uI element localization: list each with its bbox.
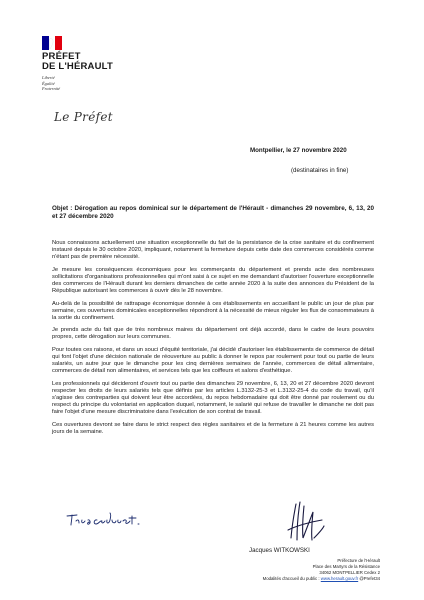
address-line: Place des Martyrs de la Résistance [312,564,380,569]
body-paragraph: Pour toutes ces raisons, et dans un souci d'équité territoriale, j'ai décidé d'autoriser les établissements de commerce de détail qui font l'objet d'une décision nationale de réouverture au public à donner le repos par roulement pour tout ou partie de leurs salariés, un autre jour que le dimanche pour les cinq dernières semaines de l'année, commerces de détail alimentaire, commerces de détail non alimentaires, et services tels que les coiffeurs et salons d'esthétique. [52,346,374,375]
letter-date: Montpellier, le 27 novembre 2020 [250,147,347,154]
body-paragraph: Au-delà de la possibilité de rattrapage économique donnée à ces établissements en accueillant le public un jour de plus par semaine, ces ouvertures dominicales exceptionnelles répondront à la nécessité de mieux réguler les flux de consommateurs à la sortie du confinement. [52,300,374,321]
body-paragraph: Je prends acte du fait que de très nombreux maires du département ont déjà accordé, dans le cadre de leurs pouvoirs propres, cette dérogation sur leurs communes. [52,327,374,341]
motto-egalite: Égalité [42,80,55,86]
twitter-handle: @Prefet34 [358,576,380,581]
motto-fraternite: Fraternité [42,86,61,92]
body-paragraph: Ces ouvertures devront se faire dans le strict respect des règles sanitaires et de la fermeture à 21 heures comme les autres jours de la semaine. [52,421,374,435]
recipients-note: (destinataires in fine) [291,167,349,174]
prefet-title-line1: PRÉFET [42,51,81,62]
motto-liberte: Liberté [42,75,55,80]
letter-body [52,240,374,441]
body-paragraph: Les professionnels qui décideront d'ouvrir tout ou partie des dimanches 29 novembre, 6, 13, 20 et 27 décembre 2020 devront respecter les droits de leurs salariés tels que définis par les articles L.3132-25-3 et L.3132-25-4 du code du travail, qu'il s'agisse des contreparties qui doivent leur être accordées, du repos hebdomadaire qui doit être donné par roulement ou du respect du principe du volontariat en application duquel, notamment, le salarié qui refuse de travailler le dimanche ne doit pas faire l'objet d'une mesure discriminatoire dans l'exécution de son contrat de travail. [52,380,374,415]
marianne-flag-icon [42,36,62,50]
address-line [180,576,380,582]
prefecture-logo [42,36,152,92]
website-link[interactable]: www.herault.gouv.fr [320,576,359,581]
address-line: 34062 MONTPELLIER Cedex 2 [319,570,380,575]
address-contact-label: Modalités d'accueil du public : [262,576,321,581]
republic-motto [42,75,152,92]
address-line: Préfecture de l'Hérault [337,558,380,563]
handwritten-closing [64,510,144,532]
signature [276,500,332,544]
footer-address [180,558,380,582]
prefet-title-line2: DE L'HÉRAULT [42,61,113,72]
body-paragraph: Je mesure les conséquences économiques pour les commerçants du département et prends acte des nombreuses sollicitations d'organisations professionnelles qui m'ont saisi à ce sujet en me demandant d'autoriser l'ouverture exceptionnelle des commerces de l'Hérault durant les derniers dimanches de cette année 2020 à la suite des annonces du Président de la République autorisant les commerces à ouvrir dès le 28 novembre. [52,266,374,294]
letter-subject: Objet : Dérogation au repos dominical sur le département de l'Hérault - dimanches 29 novembre, 6, 13, 20 et 27 décembre 2020 [52,205,374,220]
le-prefet-heading: Le Préfet [54,110,113,124]
signer-name: Jacques WITKOWSKI [249,547,310,554]
body-paragraph: Nous connaissons actuellement une situation exceptionnelle du fait de la persistance de la crise sanitaire et du confinement instauré depuis le 30 octobre 2020, impliquant, notamment la fermeture depuis cette date des commerces considérés comme n'étant pas de première nécessité. [52,240,374,261]
